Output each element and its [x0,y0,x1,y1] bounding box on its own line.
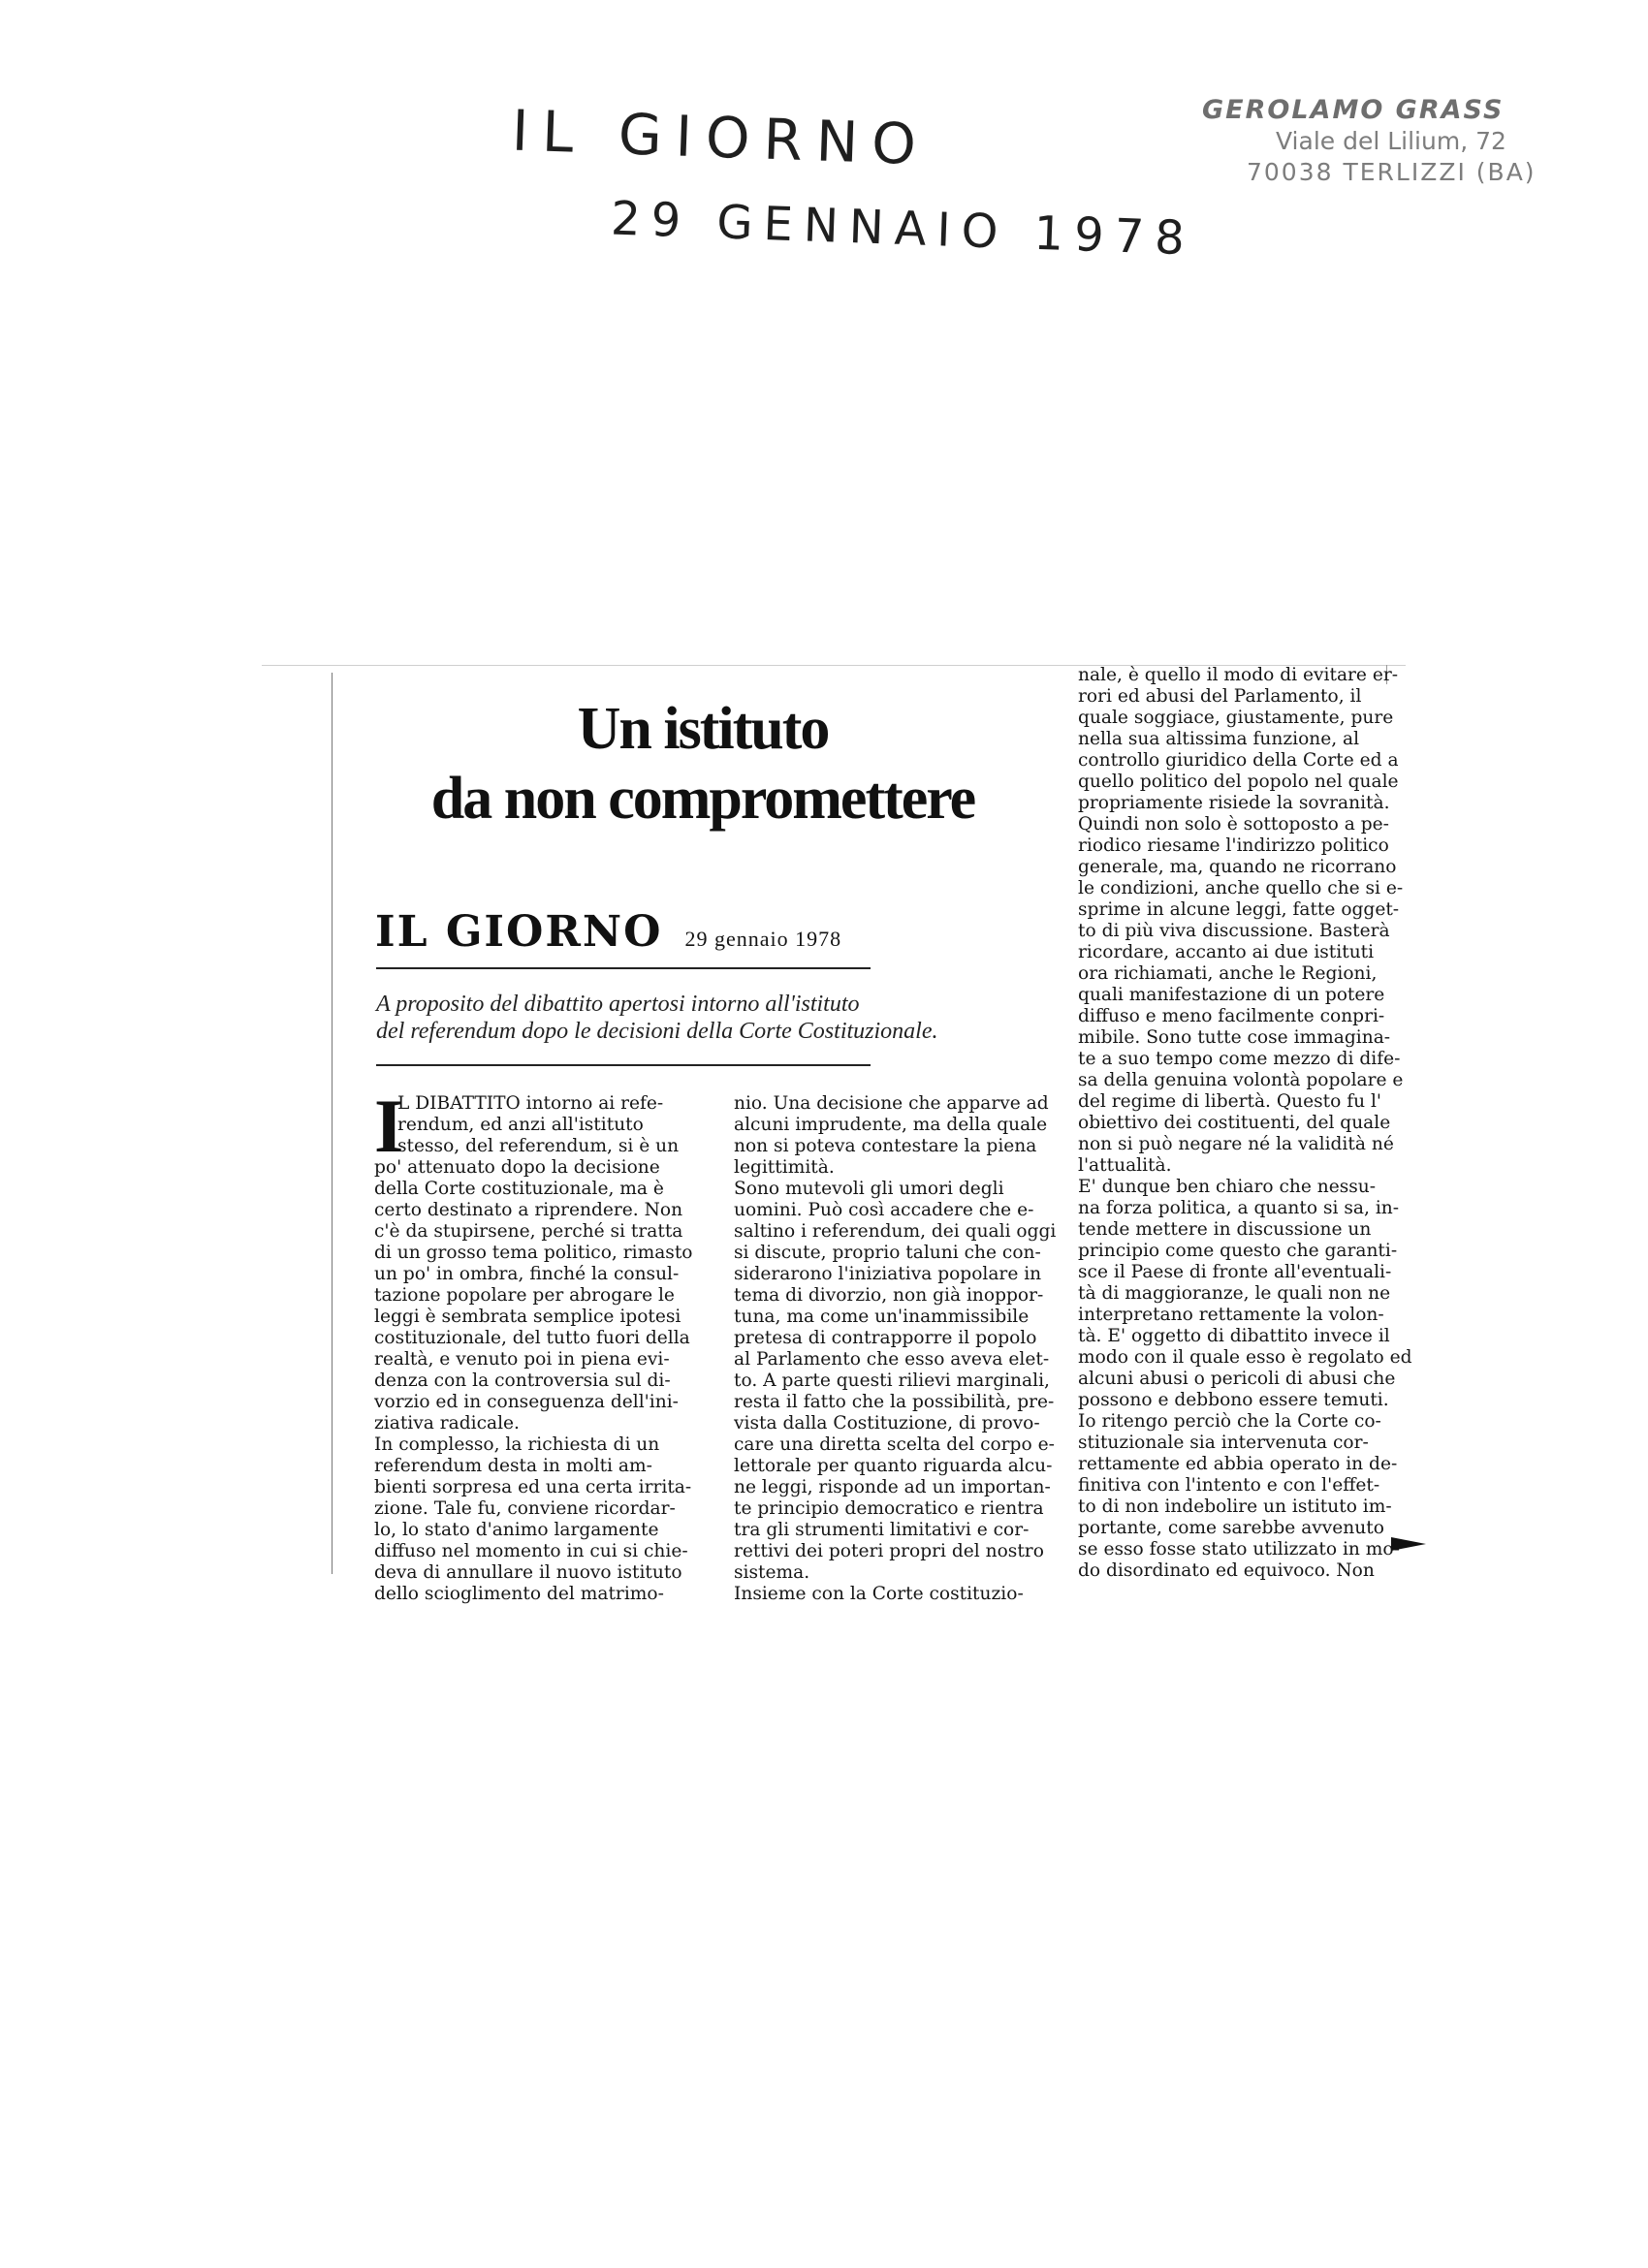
text-line: controllo giuridico della Corte ed a [1078,750,1399,771]
text-line: vista dalla Costituzione, di provo- [734,1413,1040,1433]
text-line: care una diretta scelta del corpo e- [734,1434,1055,1455]
text-line: stituzionale sia intervenuta cor- [1078,1433,1369,1453]
text-line: E' dunque ben chiaro che nessu- [1078,1177,1377,1197]
text-line: Insieme con la Corte costituzio- [734,1584,1024,1604]
article-column-3 [1078,665,1412,1582]
text-line: tuna, ma come un'inammissibile [734,1307,1030,1327]
masthead-date: 29 gennaio 1978 [684,927,842,951]
text-line: del regime di libertà. Questo fu l' [1078,1091,1382,1112]
text-line: riodico riesame l'indirizzo politico [1078,835,1389,856]
text-line: sa della genuina volontà popolare e [1078,1070,1404,1090]
text-line: sistema. [734,1562,810,1583]
text-line: bienti sorpresa ed una certa irrita- [374,1477,692,1497]
masthead [375,907,841,957]
masthead-name: IL GIORNO [375,907,663,957]
rule-divider [376,967,871,969]
text-line: modo con il quale esso è regolato ed [1078,1347,1412,1368]
text-line: In complesso, la richiesta di un [374,1434,660,1455]
newspaper-clipping [262,665,1425,1604]
stamp-street: Viale del Lilium, 72 [1276,127,1506,155]
handwritten-newspaper-name: IL GIORNO [510,97,931,178]
text-line: quale soggiace, giustamente, pure [1078,708,1394,728]
text-line: dello scioglimento del matrimo- [374,1584,664,1604]
text-line: legittimità. [734,1157,835,1178]
text-line: referendum desta in molti am- [374,1456,652,1476]
text-line: rendum, ed anzi all'istituto [397,1115,644,1135]
text-line: portante, come sarebbe avvenuto [1078,1518,1384,1538]
text-line: Sono mutevoli gli umori degli [734,1179,1004,1199]
text-line: L DIBATTITO intorno ai refe- [397,1093,664,1114]
text-line: ora richiamati, anche le Regioni, [1078,963,1378,984]
text-line: sce il Paese di fronte all'eventuali- [1078,1262,1392,1282]
text-line: costituzionale, del tutto fuori della [374,1328,690,1348]
text-line: finitiva con l'intento e con l'effet- [1078,1475,1380,1496]
text-line: do disordinato ed equivoco. Non [1078,1560,1375,1581]
stamp-city: 70038 TERLIZZI (BA) [1247,158,1537,186]
text-line: tende mettere in discussione un [1078,1219,1372,1240]
subhead-line: A proposito del dibattito apertosi intorno all'istituto [376,992,860,1017]
text-line: uomini. Può così accadere che e- [734,1200,1034,1220]
text-line: le condizioni, anche quello che si e- [1078,878,1404,898]
text-line: ziativa radicale. [374,1413,520,1433]
text-line: tà di maggioranze, le quali non ne [1078,1283,1391,1304]
text-line: alcuni abusi o pericoli di abusi che [1078,1369,1396,1389]
article-headline [359,694,1047,834]
article-column-2 [734,1093,1057,1605]
continue-arrow-icon [1391,1537,1426,1551]
text-line: na forza politica, a quanto si sa, in- [1078,1198,1400,1218]
text-line: te principio democratico e rientra [734,1498,1044,1519]
article-column-1 [374,1084,694,1605]
text-line: leggi è sembrata semplice ipotesi [374,1307,681,1327]
text-line: lo, lo stato d'animo largamente [374,1520,659,1540]
text-line: lettorale per quanto riguarda alcu- [734,1456,1053,1476]
text-line: della Corte costituzionale, ma è [374,1179,664,1199]
text-line: to di più viva discussione. Basterà [1078,921,1390,941]
text-line: diffuso nel momento in cui si chie- [374,1541,688,1561]
text-line: non si può negare né la validità né [1078,1134,1394,1154]
text-line: di un grosso tema politico, rimasto [374,1243,693,1263]
text-line: ricordare, accanto ai due istituti [1078,942,1375,962]
text-line: te a suo tempo come mezzo di dife- [1078,1049,1401,1069]
text-line: to di non indebolire un istituto im- [1078,1496,1392,1517]
text-line: quello politico del popolo nel quale [1078,772,1399,792]
text-line: saltino i referendum, dei quali oggi [734,1221,1057,1242]
text-line: rettamente ed abbia operato in de- [1078,1454,1398,1474]
text-line: rettivi dei poteri propri del nostro [734,1541,1044,1561]
text-line: principio come questo che garanti- [1078,1241,1398,1261]
text-line: stesso, del referendum, si è un [397,1136,680,1156]
text-line: l'attualità. [1078,1155,1172,1176]
text-line: resta il fatto che la possibilità, pre- [734,1392,1055,1412]
rule-divider [376,1064,871,1066]
article-subhead [376,991,997,1045]
handwritten-date: 29 GENNAIO 1978 [610,191,1196,267]
subhead-line: del referendum dopo le decisioni della Corte Costituzionale. [376,1019,938,1044]
text-line: un po' in ombra, finché la consul- [374,1264,680,1284]
text-line: sprime in alcune leggi, fatte ogget- [1078,899,1400,920]
text-line: realtà, e venuto poi in piena evi- [374,1349,670,1370]
text-line: pretesa di contrapporre il popolo [734,1328,1037,1348]
text-line: diffuso e meno facilmente conpri- [1078,1006,1385,1026]
text-line: interpretano rettamente la volon- [1078,1305,1384,1325]
text-line: tà. E' oggetto di dibattito invece il [1078,1326,1390,1346]
text-line: vorzio ed in conseguenza dell'ini- [374,1392,679,1412]
text-line: nella sua altissima funzione, al [1078,729,1360,749]
stamp-name: GEROLAMO GRASS [1202,95,1505,125]
text-line: alcuni imprudente, ma della quale [734,1115,1048,1135]
text-line: tema di divorzio, non già inoppor- [734,1285,1044,1306]
text-line: nale, è quello il modo di evitare er- [1078,665,1399,685]
drop-cap: I [374,1084,404,1168]
text-line: tazione popolare per abrogare le [374,1285,675,1306]
headline-line: da non compromettere [430,766,975,832]
clipping-left-rule [332,673,333,1574]
text-line: mibile. Sono tutte cose immagina- [1078,1027,1391,1048]
text-line: obiettivo dei costituenti, del quale [1078,1113,1391,1133]
headline-line: Un istituto [577,696,829,762]
text-line: rori ed abusi del Parlamento, il [1078,686,1362,707]
text-line: certo destinato a riprendere. Non [374,1200,683,1220]
text-line: Quindi non solo è sottoposto a pe- [1078,814,1389,835]
text-line: to. A parte questi rilievi marginali, [734,1370,1050,1391]
text-line: siderarono l'iniziativa popolare in [734,1264,1042,1284]
text-line: si discute, proprio taluni che con- [734,1243,1041,1263]
text-line: zione. Tale fu, conviene ricordar- [374,1498,676,1519]
text-line: non si poteva contestare la piena [734,1136,1037,1156]
text-line: Io ritengo perciò che la Corte co- [1078,1411,1381,1432]
text-line: po' attenuato dopo la decisione [374,1157,660,1178]
text-line: denza con la controversia sul di- [374,1370,671,1391]
text-line: quali manifestazione di un potere [1078,985,1385,1005]
text-line: ne leggi, risponde ad un importan- [734,1477,1051,1497]
text-line: propriamente risiede la sovranità. [1078,793,1390,813]
address-stamp [1202,95,1570,188]
text-line: possono e debbono essere temuti. [1078,1390,1389,1410]
text-line: generale, ma, quando ne ricorrano [1078,857,1397,877]
text-line: tra gli strumenti limitativi e cor- [734,1520,1030,1540]
text-line: al Parlamento che esso aveva elet- [734,1349,1050,1370]
text-line: nio. Una decisione che apparve ad [734,1093,1049,1114]
text-line: c'è da stupirsene, perché si tratta [374,1221,683,1242]
text-line: se esso fosse stato utilizzato in mo- [1078,1539,1400,1559]
text-line: deva di annullare il nuovo istituto [374,1562,682,1583]
